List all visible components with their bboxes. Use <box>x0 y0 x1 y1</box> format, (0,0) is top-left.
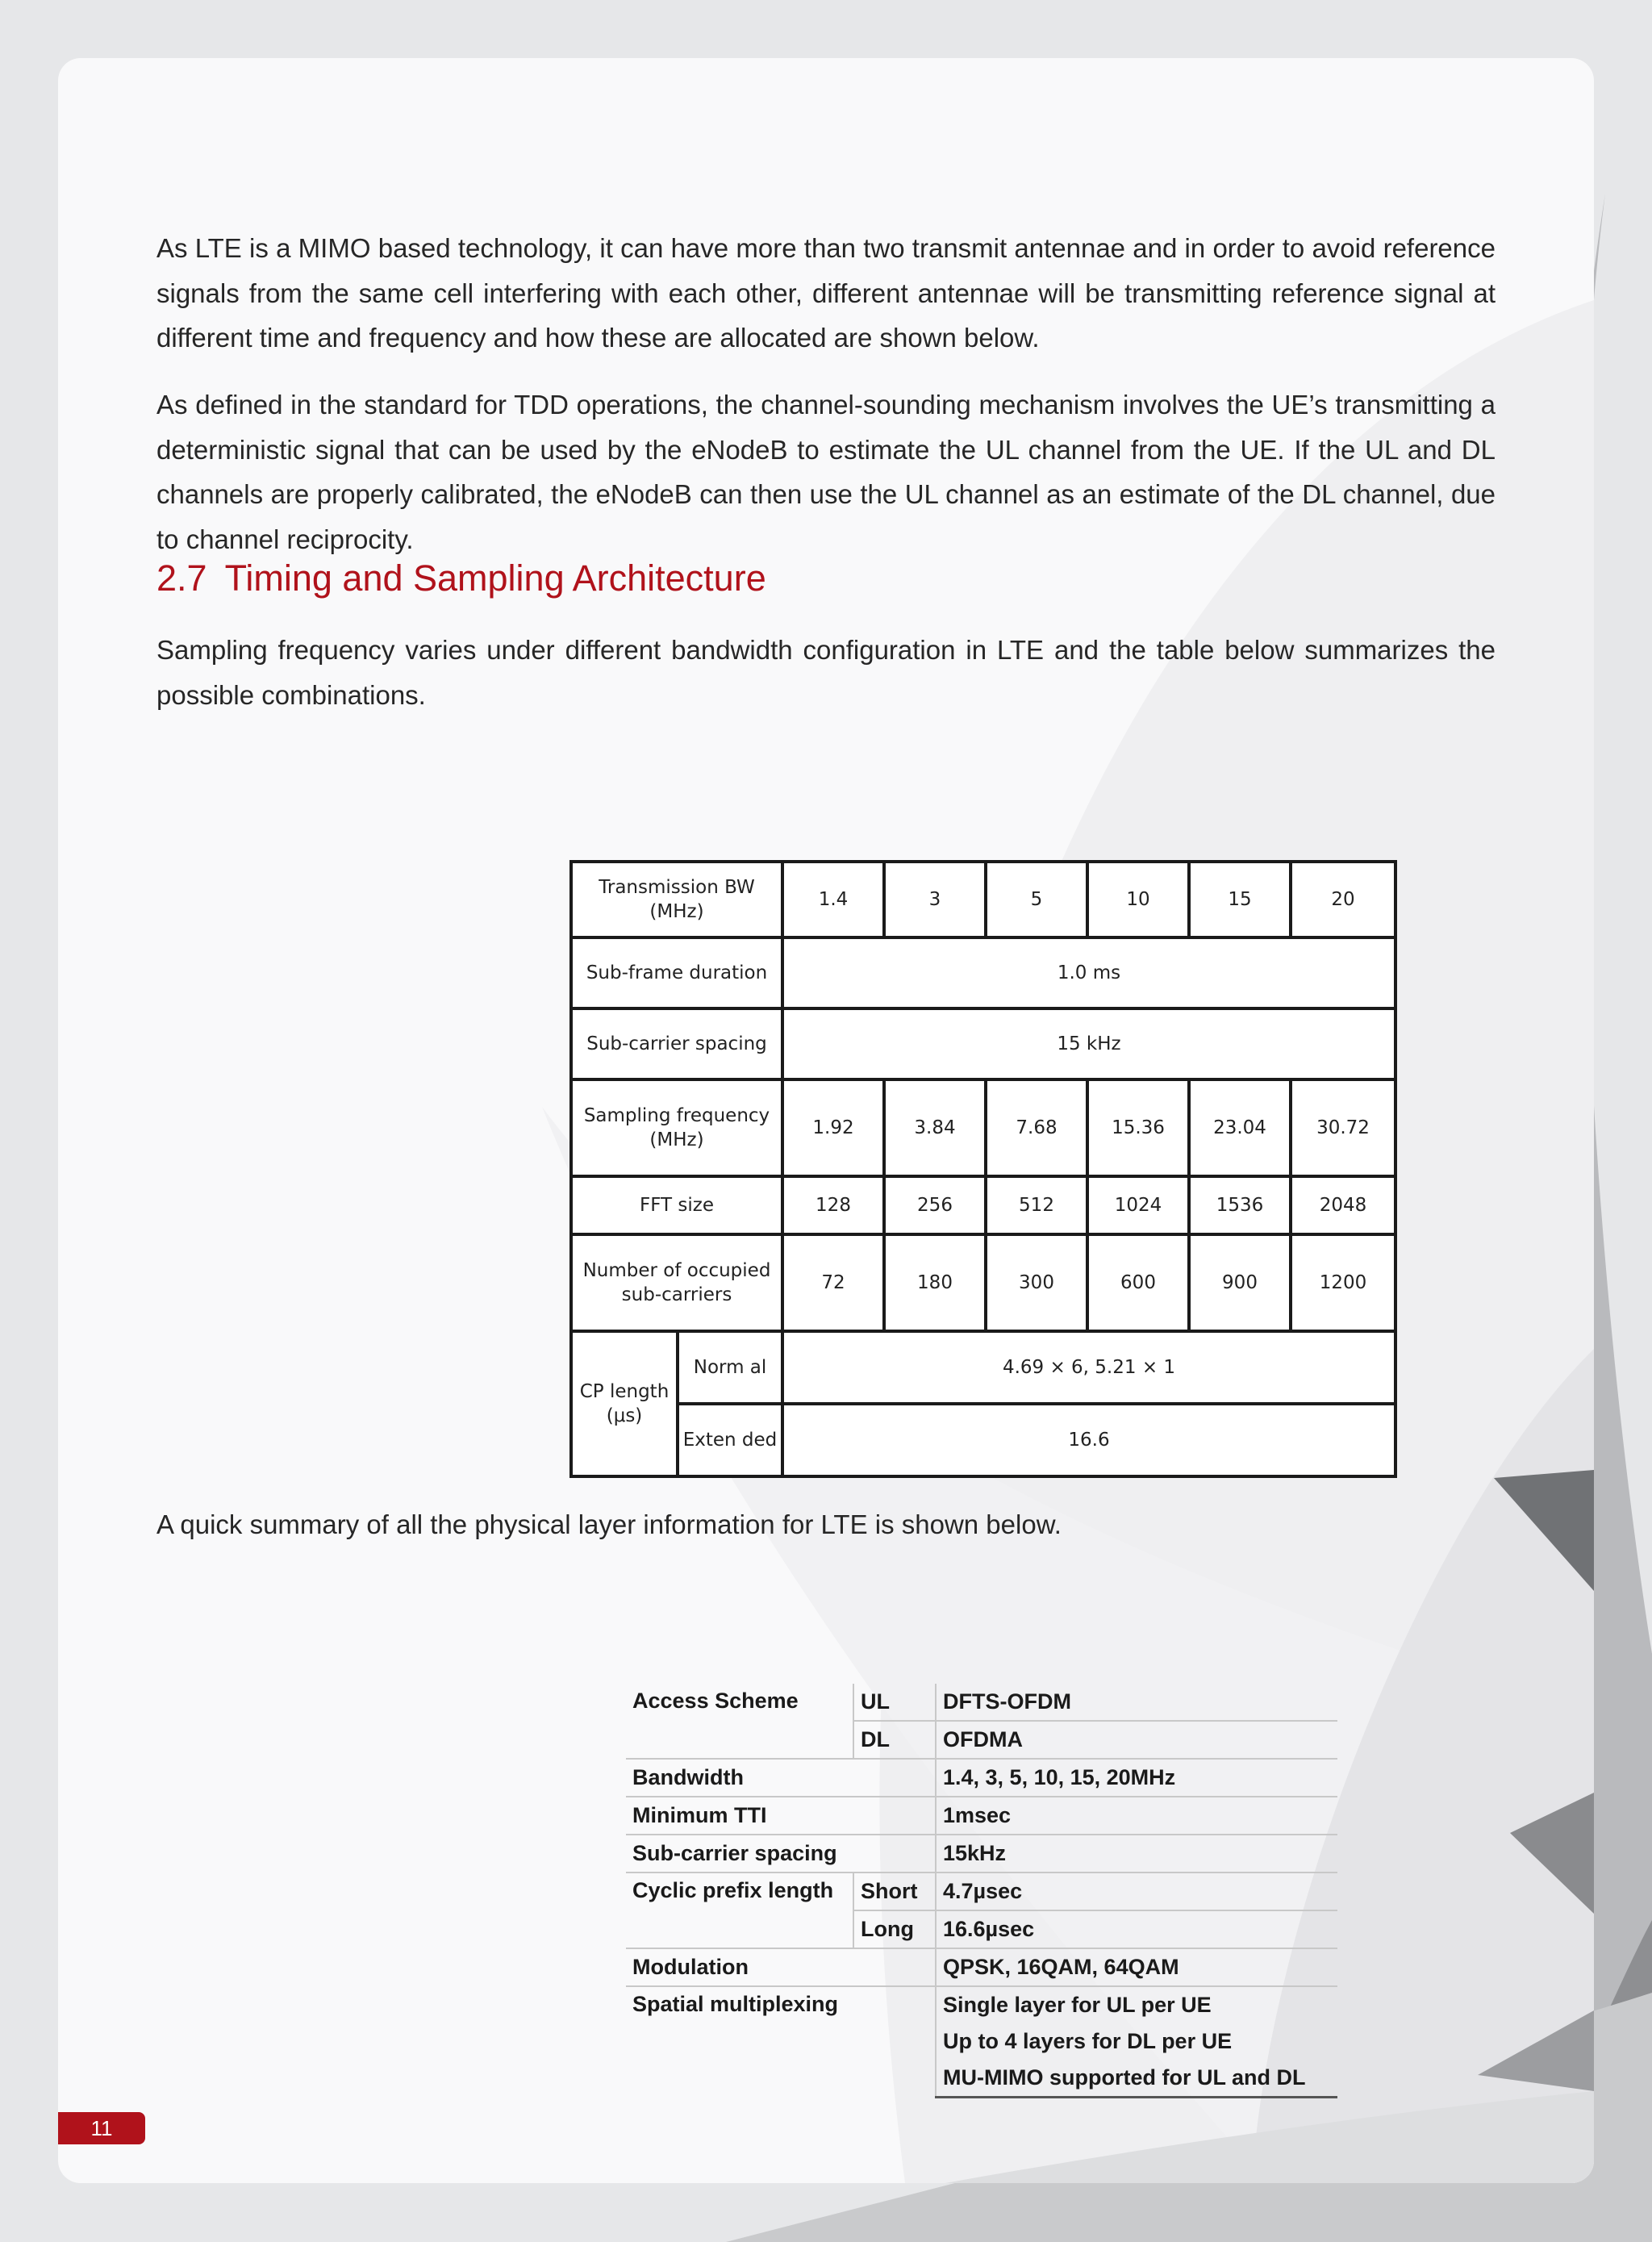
subcarrier-value: 15kHz <box>936 1835 1337 1873</box>
table-row <box>571 1176 1395 1234</box>
table-cell: 15 <box>1189 862 1291 937</box>
table-row <box>571 1008 1395 1079</box>
sampling-paragraph: Sampling frequency varies under different bandwidth configuration in LTE and the table below summarizes the possible combinations. <box>156 635 1496 710</box>
table-cell: 1200 <box>1291 1234 1395 1331</box>
tdd-paragraph: As defined in the standard for TDD operations, the channel-sounding mechanism involves the UE’s transmitting a deterministic signal that can be used by the eNodeB to estimate the UL channel from the UE. If the UL and DL channels are properly calibrated, the eNodeB can then use the UL channel as an estimate of the DL channel, due to channel reciprocity. <box>156 390 1496 554</box>
normal-value: 4.69 × 6, 5.21 × 1 <box>782 1331 1395 1404</box>
summary-paragraph: A quick summary of all the physical layer information for LTE is shown below. <box>156 1509 1062 1539</box>
table-cell: 10 <box>1087 862 1189 937</box>
section-heading <box>156 557 766 600</box>
table-row <box>626 1948 1337 1986</box>
table-row <box>626 1797 1337 1835</box>
spatial-label: Spatial multiplexing <box>632 1992 839 2016</box>
page-number: 11 <box>58 2112 145 2144</box>
access-scheme-label: Access Scheme <box>626 1684 853 1759</box>
min-tti-label: Minimum TTI <box>626 1797 936 1835</box>
subcarrier-label: Sub-carrier spacing <box>626 1835 936 1873</box>
bandwidth-value: 1.4, 3, 5, 10, 15, 20MHz <box>936 1759 1337 1797</box>
table-cell: 1024 <box>1087 1176 1189 1234</box>
bandwidth-label: Bandwidth <box>626 1759 936 1797</box>
table-cell: 512 <box>986 1176 1087 1234</box>
table-row <box>626 1873 1337 1910</box>
table-cell: 2048 <box>1291 1176 1395 1234</box>
fft-label: FFT size <box>571 1176 782 1234</box>
intro-paragraph: As LTE is a MIMO based technology, it can have more than two transmit antennae and in order to avoid reference signals from the same cell interfering with each other, different antennae will be transmitting reference signal at different time and frequency and how these are allocated are shown below. <box>156 233 1496 353</box>
dl-label: DL <box>853 1721 936 1759</box>
table-row <box>571 1234 1395 1331</box>
table-row <box>571 862 1395 937</box>
table-cell: 7.68 <box>986 1079 1087 1176</box>
cyclic-prefix-label: Cyclic prefix length <box>626 1873 853 1948</box>
modulation-label: Modulation <box>626 1948 936 1986</box>
table-row <box>626 1986 1337 2023</box>
table-cell: 1.92 <box>782 1079 884 1176</box>
table-row <box>626 1835 1337 1873</box>
short-label: Short <box>853 1873 936 1910</box>
table-row <box>571 1331 1395 1404</box>
table-cell: 15.36 <box>1087 1079 1189 1176</box>
extended-label: Exten ded <box>678 1404 782 1476</box>
table-cell: 30.72 <box>1291 1079 1395 1176</box>
table-row <box>626 1684 1337 1721</box>
ul-label: UL <box>853 1684 936 1721</box>
table-row <box>571 1079 1395 1176</box>
table-cell: 5 <box>986 862 1087 937</box>
spacing-label: Sub-carrier spacing <box>571 1008 782 1079</box>
table-cell: 128 <box>782 1176 884 1234</box>
long-value: 16.6µsec <box>936 1910 1337 1948</box>
bw-label: Transmission BW (MHz) <box>571 862 782 937</box>
table-cell: 180 <box>884 1234 986 1331</box>
table-cell: 3.84 <box>884 1079 986 1176</box>
table-cell: 3 <box>884 862 986 937</box>
table-cell: 256 <box>884 1176 986 1234</box>
spatial-value: MU-MIMO supported for UL and DL <box>936 2060 1337 2098</box>
table-cell: 72 <box>782 1234 884 1331</box>
table-row <box>571 1404 1395 1476</box>
dl-value: OFDMA <box>936 1721 1337 1759</box>
subframe-label: Sub-frame duration <box>571 937 782 1008</box>
subframe-value: 1.0 ms <box>782 937 1395 1008</box>
physical-layer-summary-table <box>626 1684 1337 2098</box>
document-page <box>58 58 1594 2183</box>
table-cell: 23.04 <box>1189 1079 1291 1176</box>
spatial-value: Up to 4 layers for DL per UE <box>936 2023 1337 2060</box>
sampling-label: Sampling frequency (MHz) <box>571 1079 782 1176</box>
normal-label: Norm al <box>678 1331 782 1404</box>
table-row <box>626 1759 1337 1797</box>
table-cell: 20 <box>1291 862 1395 937</box>
section-title: Timing and Sampling Architecture <box>224 557 766 599</box>
cp-label: CP length (μs) <box>571 1331 678 1476</box>
modulation-value: QPSK, 16QAM, 64QAM <box>936 1948 1337 1986</box>
spacing-value: 15 kHz <box>782 1008 1395 1079</box>
section-number: 2.7 <box>156 557 207 599</box>
table-cell: 300 <box>986 1234 1087 1331</box>
sampling-frequency-table <box>569 860 1397 1478</box>
table-cell: 600 <box>1087 1234 1189 1331</box>
table-cell: 1.4 <box>782 862 884 937</box>
long-label: Long <box>853 1910 936 1948</box>
table-cell: 1536 <box>1189 1176 1291 1234</box>
short-value: 4.7µsec <box>936 1873 1337 1910</box>
extended-value: 16.6 <box>782 1404 1395 1476</box>
spatial-value: Single layer for UL per UE <box>936 1986 1337 2023</box>
ul-value: DFTS-OFDM <box>936 1684 1337 1721</box>
table-cell: 900 <box>1189 1234 1291 1331</box>
occupied-label: Number of occupied sub-carriers <box>571 1234 782 1331</box>
min-tti-value: 1msec <box>936 1797 1337 1835</box>
table-row <box>571 937 1395 1008</box>
